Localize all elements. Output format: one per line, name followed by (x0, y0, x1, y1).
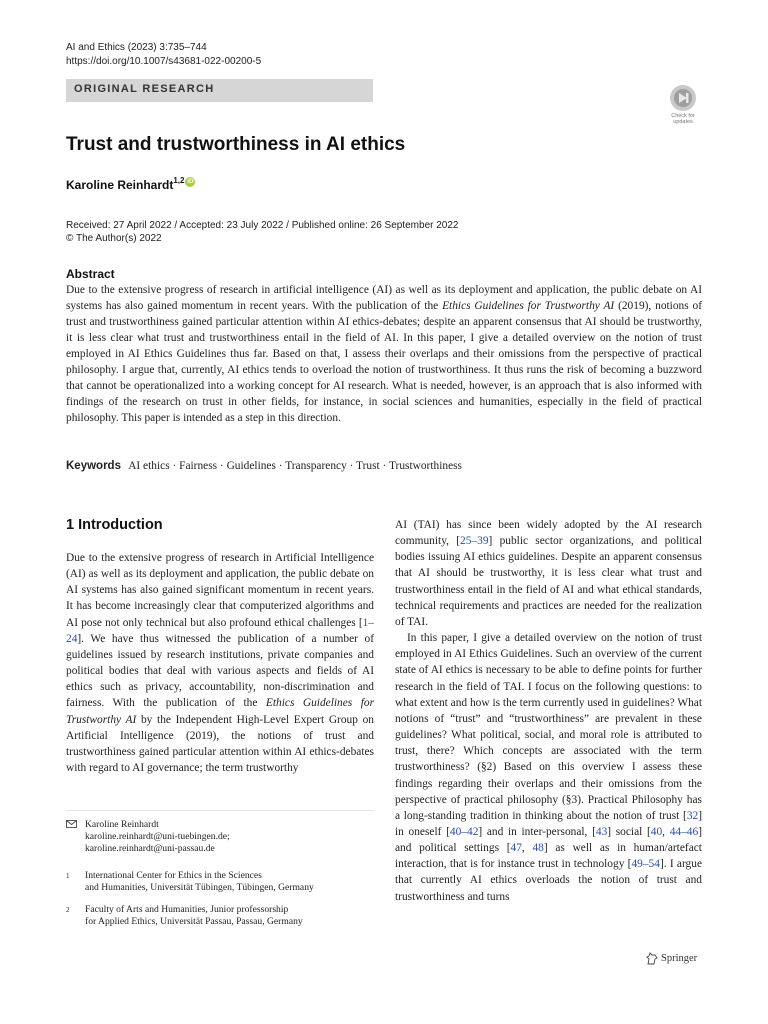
affiliation-footnote (66, 870, 374, 896)
citation-link[interactable]: 47 (510, 842, 522, 855)
footnote-divider (66, 810, 374, 811)
paragraph: Due to the extensive progress of research in Artificial Intelligence (AI) as well as its deployment and application, the public debate on AI systems has also gained significant momentum in recent years. It has become increasingly clear that computerized algorithms and AI pose not only technical but also profound ethical challenges [1–24]. We have thus witnessed the publication of a number of guidelines issued by research institutions, private companies and political bodies that deal with various aspects and fields of AI ethics such as privacy, accountability, non-discrimination and fairness. With the publication of the Ethics Guidelines for Trustworthy AI by the Independent High-Level Expert Group on Artificial Intelligence (2019), the notions of trust and trustworthiness gained particular attention within AI ethics-debates with regard to AI governance; the term trustworthy (66, 552, 375, 775)
section-heading-introduction: 1 Introduction (66, 517, 163, 533)
keywords (66, 460, 462, 472)
author-line (66, 175, 195, 192)
author-affiliation-marks: 1,2 (173, 175, 185, 185)
abstract-heading: Abstract (66, 267, 115, 281)
check-for-updates-badge[interactable] (664, 84, 702, 124)
body-column-right (395, 517, 702, 905)
affiliation-line: and Humanities, Universität Tübingen, Tübingen, Germany (85, 882, 314, 893)
springer-horse-icon (646, 952, 658, 965)
corresponding-author-footnote (66, 819, 374, 859)
publisher-name: Springer (661, 953, 698, 964)
affiliation-footnote (66, 904, 374, 930)
article-type-label: ORIGINAL RESEARCH (74, 83, 215, 95)
abstract-text: Due to the extensive progress of research in artificial intelligence (AI) as well as its deployment and application, the public debate on AI systems has also gained momentum in recent years. With the publication of the Ethics Guidelines for Trustworthy AI (2019), notions of trust and trustworthiness gained particular attention within AI ethics-debates; despite an apparent consensus that AI should be trustworthy, it is less clear what trust and trustworthiness entail in the field of AI. In this paper, I give a detailed overview on the notion of trust employed in AI Ethics Guidelines thus far. Based on that, I assess their overlaps and their omissions from the perspective of practical philosophy. I argue that, currently, AI ethics tends to overload the notion of trustworthiness. It thus runs the risk of becoming a buzzword that cannot be operationalized into a working concept for AI research. What is needed, however, is an approach that is also informed with findings of the research on trust in other fields, for instance, in social sciences and humanities, especially in the field of practical philosophy. This paper is intended as a step in this direction. (66, 284, 703, 424)
orcid-icon[interactable]: iD (187, 178, 194, 185)
affiliation-line: International Center for Ethics in the Sciences (85, 870, 262, 881)
affiliation-line: Faculty of Arts and Humanities, Junior professorship (85, 904, 289, 915)
citation-link[interactable]: 40–42 (449, 825, 479, 838)
citation-link[interactable]: 43 (595, 825, 608, 838)
citation-link[interactable]: 32 (686, 809, 699, 822)
keywords-list: AI ethics · Fairness · Guidelines · Transparency · Trust · Trustworthiness (128, 460, 462, 472)
citation-link[interactable]: 49–54 (631, 858, 660, 871)
citation-link[interactable]: 25–39 (460, 535, 489, 548)
citation-link[interactable]: 44–46 (669, 825, 699, 838)
email-link[interactable]: karoline.reinhardt@uni-tuebingen.de; (85, 831, 230, 842)
paper-title: Trust and trustworthiness in AI ethics (66, 134, 406, 155)
citation-link[interactable]: 48 (532, 842, 544, 855)
publisher-logo (646, 952, 697, 965)
check-updates-icon (669, 84, 697, 112)
publication-dates: Received: 27 April 2022 / Accepted: 23 July 2022 / Published online: 26 September 2022 (66, 220, 459, 231)
corresponding-author-name: Karoline Reinhardt (85, 819, 159, 830)
envelope-icon (66, 819, 80, 831)
paragraph: AI (TAI) has since been widely adopted by the AI research community, [25–39] public sector organizations, and political bodies issuing AI ethics guidelines. Despite an apparent consensus that AI should be trustworthy, it is less clear what trust and trustworthiness entail in the field of AI and what ethical standards, technical requirements and practices are needed for the realization of TAI. (395, 519, 703, 628)
article-type-banner (66, 79, 373, 102)
citation-link[interactable]: 1–24 (66, 616, 374, 645)
doi-link[interactable]: https://doi.org/10.1007/s43681-022-00200-5 (66, 56, 262, 67)
affiliation-mark: 2 (66, 906, 70, 914)
body-column-left (66, 550, 374, 776)
affiliation-line: for Applied Ethics, Universität Passau, Passau, Germany (85, 916, 303, 927)
citation-link[interactable]: 40 (650, 825, 663, 838)
paragraph: In this paper, I give a detailed overview on the notion of trust employed in AI Ethics Guidelines. Such an overview of the current state of AI ethics is necessary to be able to define points for further research in the field of TAI. I focus on the following questions: to what extent and how is the term currently used in guidelines? What notions of “trust” and “trustworthiness” are prevalent in these guidelines? What political, social, and moral role is attributed to trust, there? Which concepts are associated with the term trustworthiness? (§2) Based on this overview I assess these findings regarding their overlaps and their omissions from the perspective of practical philosophy (§3). Practical Philosophy has a long-standing tradition in thinking about the notion of trust [32] in oneself [40–42] and in inter-personal, [43] social [40, 44–46] and political settings [47, 48] as well as in human/artefact interaction, that is for instance trust in technology [49–54]. I argue that currently AI ethics overloads the notion of trust and trustworthiness and turns (395, 632, 703, 903)
check-updates-label-line2: updates (673, 119, 693, 125)
keywords-label: Keywords (66, 460, 121, 472)
check-updates-label-line1: Check for (671, 113, 695, 119)
email-link[interactable]: karoline.reinhardt@uni-passau.de (85, 843, 215, 854)
author-name[interactable]: Karoline Reinhardt (66, 178, 174, 192)
affiliation-mark: 1 (66, 872, 70, 880)
journal-citation: AI and Ethics (2023) 3:735–744 (66, 42, 207, 53)
copyright-notice: © The Author(s) 2022 (66, 233, 162, 244)
